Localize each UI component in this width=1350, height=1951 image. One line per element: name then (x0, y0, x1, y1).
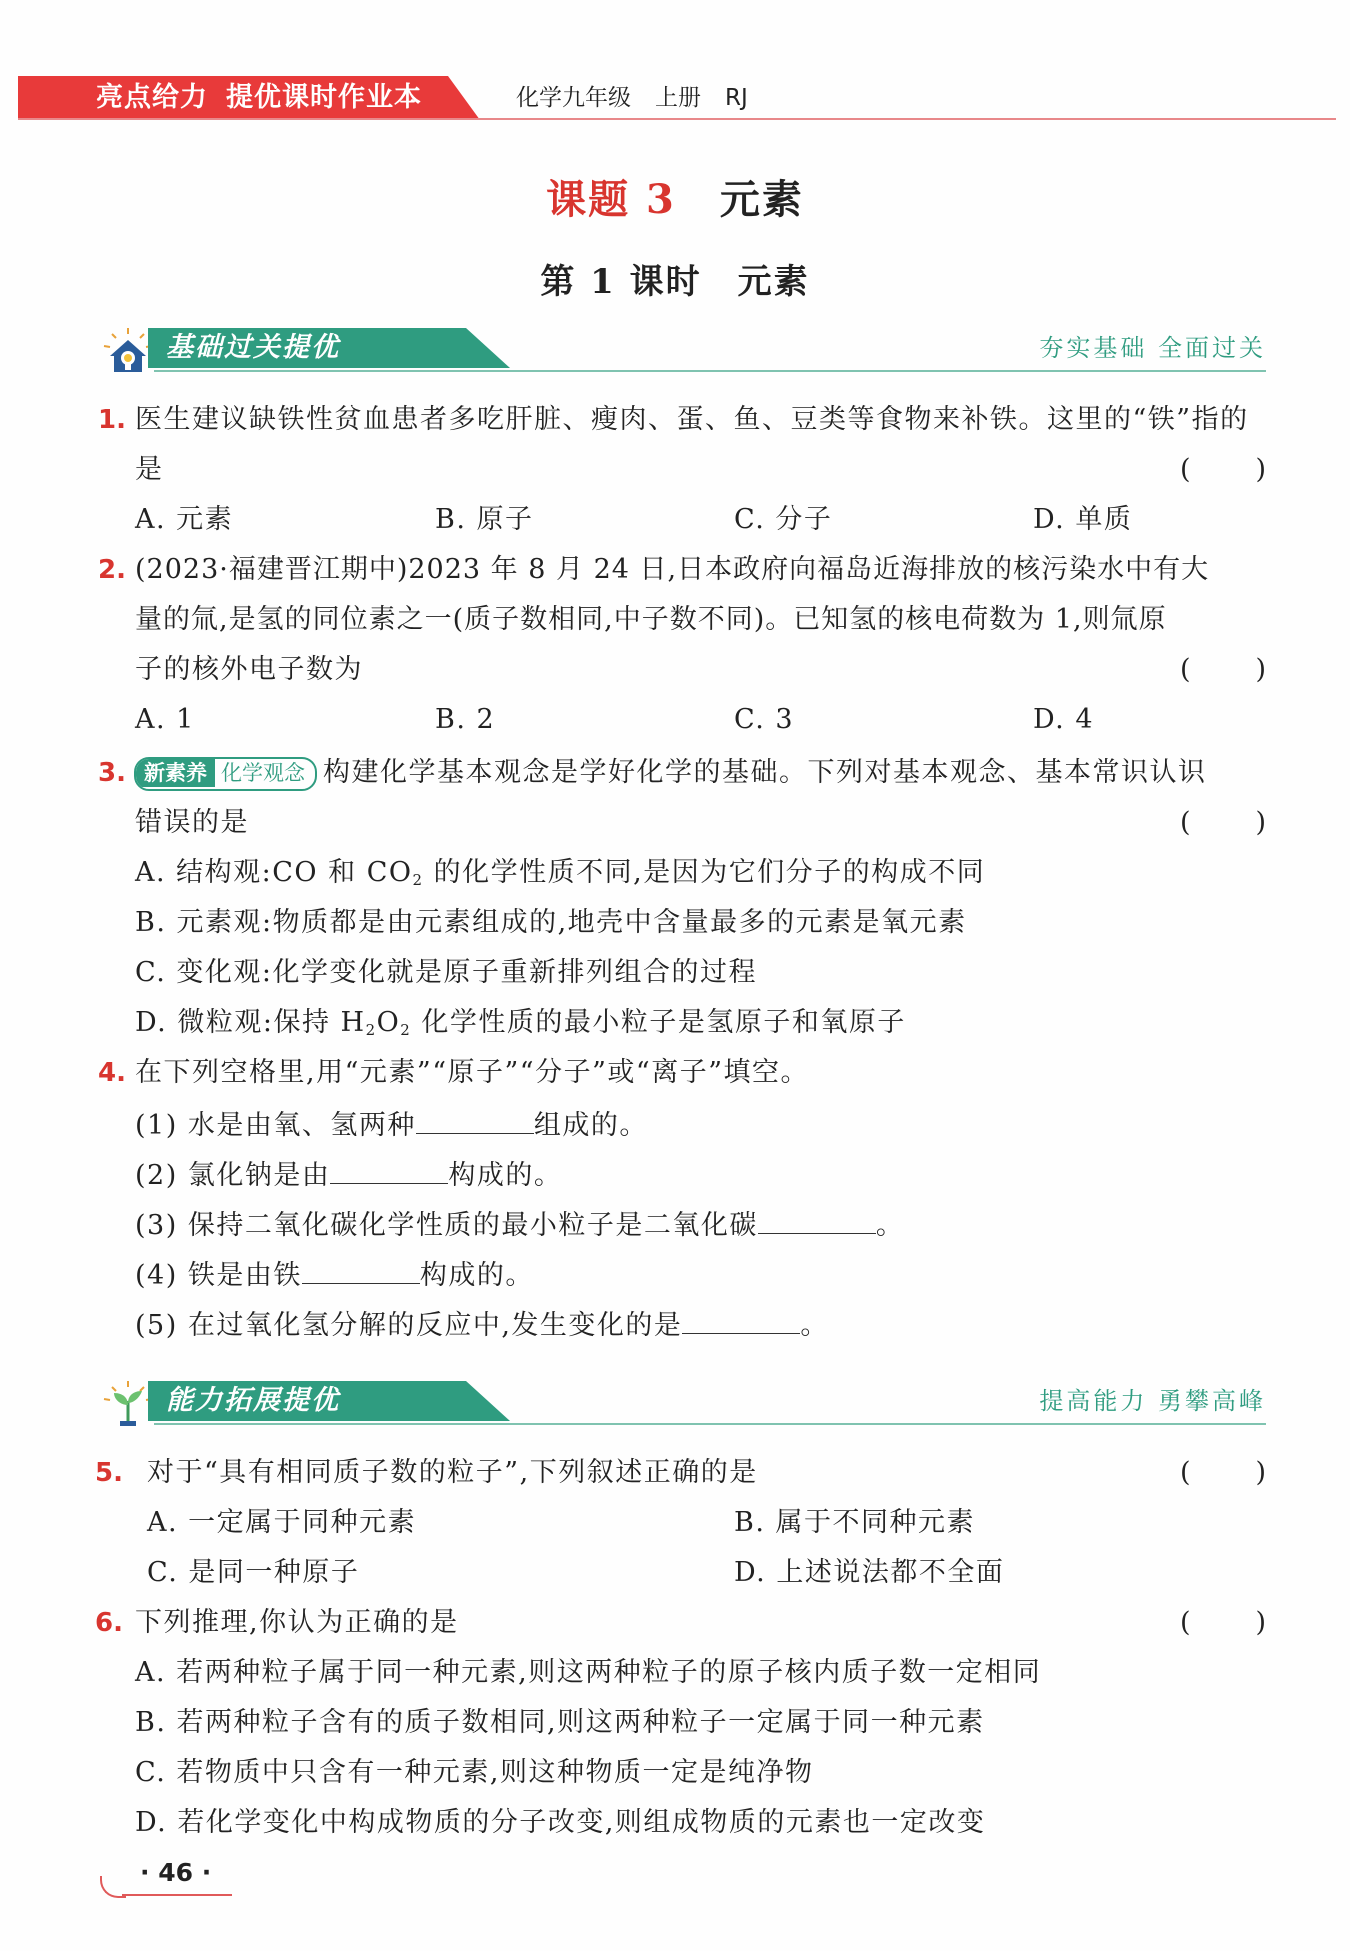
option-b: B. 若两种粒子含有的质子数相同,则这两种粒子一定属于同一种元素 (135, 1707, 985, 1738)
section-label: 能力拓展提优 (166, 1385, 340, 1416)
option-c: C. 分子 (734, 504, 833, 535)
fill-item: (4) 铁是由铁 构成的。 (135, 1253, 534, 1293)
question-number: 2. (98, 555, 126, 585)
book-subject: 化学九年级 (516, 85, 631, 111)
answer-parentheses[interactable]: ( ) (1180, 807, 1266, 838)
question-text: 错误的是 (135, 807, 249, 838)
header-book-info (516, 80, 772, 116)
lesson-number: 第 1 课时 (540, 262, 702, 302)
answer-blank[interactable] (330, 1153, 448, 1184)
answer-blank[interactable] (682, 1303, 800, 1334)
header-brand (96, 80, 422, 116)
page-title (0, 168, 1350, 225)
topic-number: 课题 3 (546, 176, 676, 223)
section-rule (154, 370, 1266, 372)
option-c: C. 3 (734, 704, 795, 735)
option-b: B. 元素观:物质都是由元素组成的,地壳中含量最多的元素是氧元素 (135, 907, 967, 938)
question-text: 新素养 化学观念 构建化学基本观念是学好化学的基础。下列对基本观念、基本常识认识 (134, 753, 1207, 793)
brand-name: 亮点给力 (96, 82, 208, 113)
fill-item: (3) 保持二氧化碳化学性质的最小粒子是二氧化碳 。 (135, 1203, 904, 1243)
answer-parentheses[interactable]: ( ) (1180, 1457, 1266, 1488)
section-slogan: 提高能力 勇攀高峰 (1039, 1387, 1266, 1415)
book-edition: RJ (725, 85, 748, 111)
question-text: 医生建议缺铁性贫血患者多吃肝脏、瘦肉、蛋、鱼、豆类等食物来补铁。这里的“铁”指的 (135, 404, 1249, 435)
seedling-icon (100, 1379, 156, 1427)
literacy-tag (134, 757, 317, 791)
question-number: 3. (98, 758, 126, 788)
answer-blank[interactable] (416, 1103, 534, 1134)
question-number: 6. (95, 1608, 123, 1638)
answer-parentheses[interactable]: ( ) (1180, 654, 1266, 685)
section-advanced (100, 1375, 1266, 1427)
option-a: A. 若两种粒子属于同一种元素,则这两种粒子的原子核内质子数一定相同 (135, 1657, 1042, 1688)
answer-blank[interactable] (302, 1253, 420, 1284)
section-label: 基础过关提优 (166, 332, 340, 363)
option-c: C. 变化观:化学变化就是原子重新排列组合的过程 (135, 957, 757, 988)
question-text: 是 (135, 454, 164, 485)
option-a: A. 结构观:CO 和 $CO_2$ 的化学性质不同,是因为它们分子的构成不同 (135, 857, 986, 889)
page-number: · 46 · (140, 1858, 212, 1887)
question-text: 下列推理,你认为正确的是 (135, 1607, 459, 1638)
question-text: 在下列空格里,用“元素”“原子”“分子”或“离子”填空。 (135, 1057, 810, 1088)
option-a: A. 一定属于同种元素 (147, 1507, 417, 1538)
question-text: 子的核外电子数为 (135, 654, 363, 685)
question-number: 4. (98, 1058, 126, 1088)
topic-name: 元素 (719, 176, 804, 223)
book-volume: 上册 (655, 85, 701, 111)
question-text: (2023·福建晋江期中)2023 年 8 月 24 日,日本政府向福岛近海排放的核污染水中有大 (135, 554, 1210, 585)
house-lightbulb-icon (100, 326, 156, 374)
tag-new-literacy: 新素养 (136, 759, 215, 787)
question-number: 1. (98, 405, 126, 435)
fill-item: (5) 在过氧化氢分解的反应中,发生变化的是 。 (135, 1303, 829, 1343)
section-rule (154, 1423, 1266, 1425)
section-basic (100, 322, 1266, 374)
option-d: D. 4 (1033, 704, 1095, 735)
tag-chem-concept: 化学观念 (221, 760, 305, 785)
lesson-name: 元素 (737, 262, 810, 302)
answer-parentheses[interactable]: ( ) (1180, 454, 1266, 485)
header-divider (18, 118, 1336, 120)
option-a: A. 1 (135, 704, 195, 735)
question-number: 5. (95, 1458, 123, 1488)
answer-blank[interactable] (758, 1203, 876, 1234)
option-d: D. 微粒观:保持 $H_2O_2$ 化学性质的最小粒子是氢原子和氧原子 (135, 1007, 906, 1039)
option-c: C. 是同一种原子 (147, 1557, 360, 1588)
fill-item: (1) 水是由氧、氢两种 组成的。 (135, 1103, 648, 1143)
option-c: C. 若物质中只含有一种元素,则这种物质一定是纯净物 (135, 1757, 814, 1788)
question-text: 对于“具有相同质子数的粒子”,下列叙述正确的是 (147, 1457, 758, 1488)
option-b: B. 属于不同种元素 (734, 1507, 976, 1538)
option-d: D. 若化学变化中构成物质的分子改变,则组成物质的元素也一定改变 (135, 1807, 986, 1838)
section-slogan: 夯实基础 全面过关 (1039, 334, 1266, 362)
fill-item: (2) 氯化钠是由 构成的。 (135, 1153, 562, 1193)
option-d: D. 单质 (1033, 504, 1133, 535)
series-name: 提优课时作业本 (226, 82, 422, 113)
option-a: A. 元素 (135, 504, 234, 535)
question-text: 量的氚,是氢的同位素之一(质子数相同,中子数不同)。已知氢的核电荷数为 1,则氚原 (135, 604, 1167, 635)
option-d: D. 上述说法都不全面 (734, 1557, 1005, 1588)
page-number-underline (122, 1894, 232, 1896)
answer-parentheses[interactable]: ( ) (1180, 1607, 1266, 1638)
lesson-title (0, 254, 1350, 303)
option-b: B. 原子 (435, 504, 534, 535)
option-b: B. 2 (435, 704, 496, 735)
